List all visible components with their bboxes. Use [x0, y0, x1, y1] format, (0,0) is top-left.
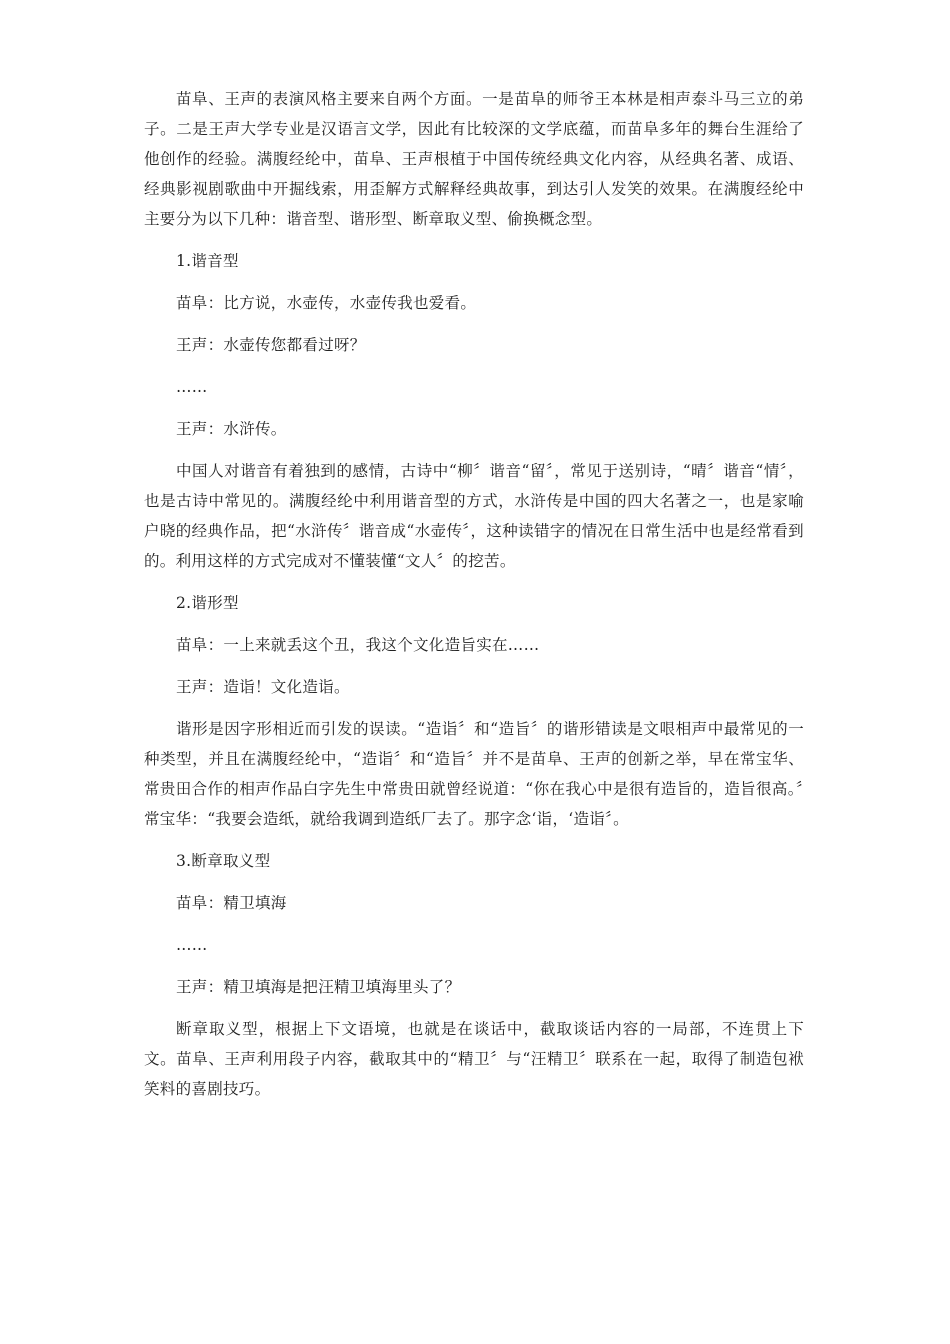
dialogue-line: 王声：造诣！文化造诣。: [176, 678, 350, 696]
dialogue-line: 苗阜：一上来就丢这个丑，我这个文化造旨实在……: [176, 636, 540, 654]
ellipsis-line: ……: [176, 936, 208, 954]
document-page: [144, 84, 804, 1116]
section-heading-homophone: 1.谐音型: [176, 252, 239, 270]
ellipsis-line: ……: [176, 378, 208, 396]
dialogue-line: 苗阜：比方说，水壶传，水壶传我也爱看。: [176, 294, 477, 312]
homophone-explanation-paragraph: 中国人对谐音有着独到的感情，古诗中“柳〞谐音“留〞，常见于送别诗，“晴〞谐音“情〞，也是古诗中常见的。满腹经纶中利用谐音型的方式，水浒传是中国的四大名著之一，也是家喻户晓的经典作品，把“水浒传〞谐音成“水壶传〞，这种读错字的情况在日常生活中也是经常看到的。利用这样的方式完成对不懂装懂“文人〞的挖苦。: [144, 462, 804, 570]
homograph-explanation-paragraph: 谐形是因字形相近而引发的误读。“造诣〞和“造旨〞的谐形错读是文哏相声中最常见的一种类型，并且在满腹经纶中，“造诣〞和“造旨〞并不是苗阜、王声的创新之举，早在常宝华、常贵田合作的相声作品白字先生中常贵田就曾经说道：“你在我心中是很有造旨的，造旨很高。〞常宝华：“我要会造纸，就给我调到造纸厂去了。那字念‘诣，‘造诣〞。: [144, 720, 804, 828]
dialogue-line: 苗阜：精卫填海: [176, 894, 287, 912]
dialogue-line: 王声：水壶传您都看过呀？: [176, 336, 366, 354]
out-of-context-explanation-paragraph: 断章取义型，根据上下文语境，也就是在谈话中，截取谈话内容的一局部，不连贯上下文。苗阜、王声利用段子内容，截取其中的“精卫〞与“汪精卫〞联系在一起，取得了制造包袱笑料的喜剧技巧。: [144, 1020, 804, 1098]
section-heading-homograph: 2.谐形型: [176, 594, 239, 612]
section-heading-out-of-context: 3.断章取义型: [176, 852, 271, 870]
intro-paragraph: 苗阜、王声的表演风格主要来自两个方面。一是苗阜的师爷王本林是相声泰斗马三立的弟子。二是王声大学专业是汉语言文学，因此有比较深的文学底蕴，而苗阜多年的舞台生涯给了他创作的经验。满腹经纶中，苗阜、王声根植于中国传统经典文化内容，从经典名著、成语、经典影视剧歌曲中开掘线索，用歪解方式解释经典故事，到达引人发笑的效果。在满腹经纶中主要分为以下几种：谐音型、谐形型、断章取义型、偷换概念型。: [144, 90, 804, 228]
dialogue-line: 王声：水浒传。: [176, 420, 287, 438]
dialogue-line: 王声：精卫填海是把汪精卫填海里头了？: [176, 978, 461, 996]
